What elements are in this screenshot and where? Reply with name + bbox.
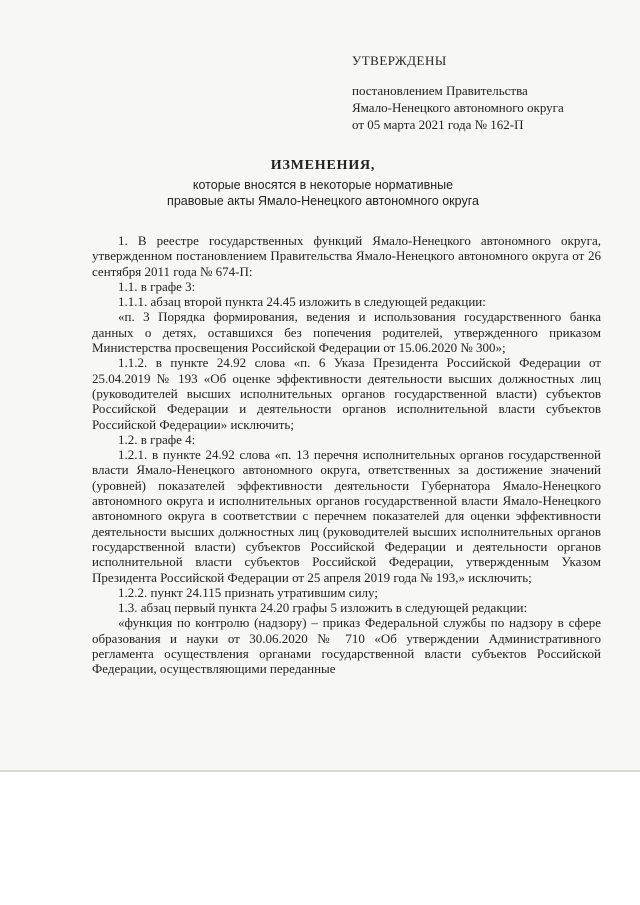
- approval-block: [352, 52, 564, 133]
- document-title: [0, 158, 640, 209]
- approval-line: от 05 марта 2021 года № 162-П: [352, 117, 524, 132]
- paragraph: 1.1. в графе 3:: [118, 278, 196, 294]
- paragraph: 1.3. абзац первый пункта 24.20 графы 5 изложить в следующей редакции:: [118, 600, 528, 616]
- paragraph: «функция по контролю (надзору) – приказ Федеральной службы по надзору в сфере образования и науки от 30.06.2020 № 710 «Об утверждении Административного регламента осуществления органами государственной власти субъектов Российской Федерации, осуществляющими переданные: [92, 615, 601, 677]
- paragraph: 1.1.2. в пункте 24.92 слова «п. 6 Указа Президента Российской Федерации от 25.04.2019 № 193 «Об оценке эффективности деятельности высших должностных лиц (руководителей высших исполнительных органов государственной власти) субъектов Российской Федерации и деятельности органов исполнительной власти субъектов Российской Федерации» исключить;: [92, 355, 601, 432]
- paragraph: 1. В реестре государственных функций Ямало-Ненецкого автономного округа, утвержденном постановлением Правительства Ямало-Ненецкого автономного округа от 26 сентября 2011 года № 674-П:: [92, 233, 601, 279]
- paragraph: 1.2. в графе 4:: [118, 431, 196, 447]
- approval-line: Ямало-Ненецкого автономного округа: [352, 100, 564, 115]
- page-edge: [0, 770, 640, 772]
- approval-line: постановлением Правительства: [352, 83, 528, 98]
- title-main: ИЗМЕНЕНИЯ,: [270, 158, 376, 173]
- document-body: [92, 233, 601, 677]
- paragraph: 1.1.1. абзац второй пункта 24.45 изложить в следующей редакции:: [118, 294, 486, 310]
- title-subtitle: правовые акты Ямало-Ненецкого автономного округа: [167, 194, 479, 208]
- paragraph: 1.2.2. пункт 24.115 признать утратившим силу;: [118, 584, 378, 600]
- title-subtitle: которые вносятся в некоторые нормативные: [192, 178, 454, 192]
- paragraph: 1.2.1. в пункте 24.92 слова «п. 13 перечня исполнительных органов государственной власти Ямало-Ненецкого автономного округа, ответственных за достижение значений (уровней) показателей эффективности деятельности Губернатора Ямало-Ненецкого автономного округа и исполнительных органов государственной власти Ямало-Ненецкого автономного округа в соответствии с перечнем показателей для оценки эффективности деятельности высших должностных лиц (руководителей высших исполнительных органов государственной власти) субъектов Российской Федерации и деятельности органов исполнительной власти субъектов Российской Федерации, утвержденным Указом Президента Российской Федерации от 25 апреля 2019 года № 193,» исключить;: [92, 447, 601, 585]
- approval-heading: УТВЕРЖДЕНЫ: [352, 53, 447, 68]
- paragraph: «п. 3 Порядка формирования, ведения и использования государственного банка данных о детях, оставшихся без попечения родителей, утвержденного приказом Министерства просвещения Российской Федерации от 15.06.2020 № 300»;: [92, 309, 601, 356]
